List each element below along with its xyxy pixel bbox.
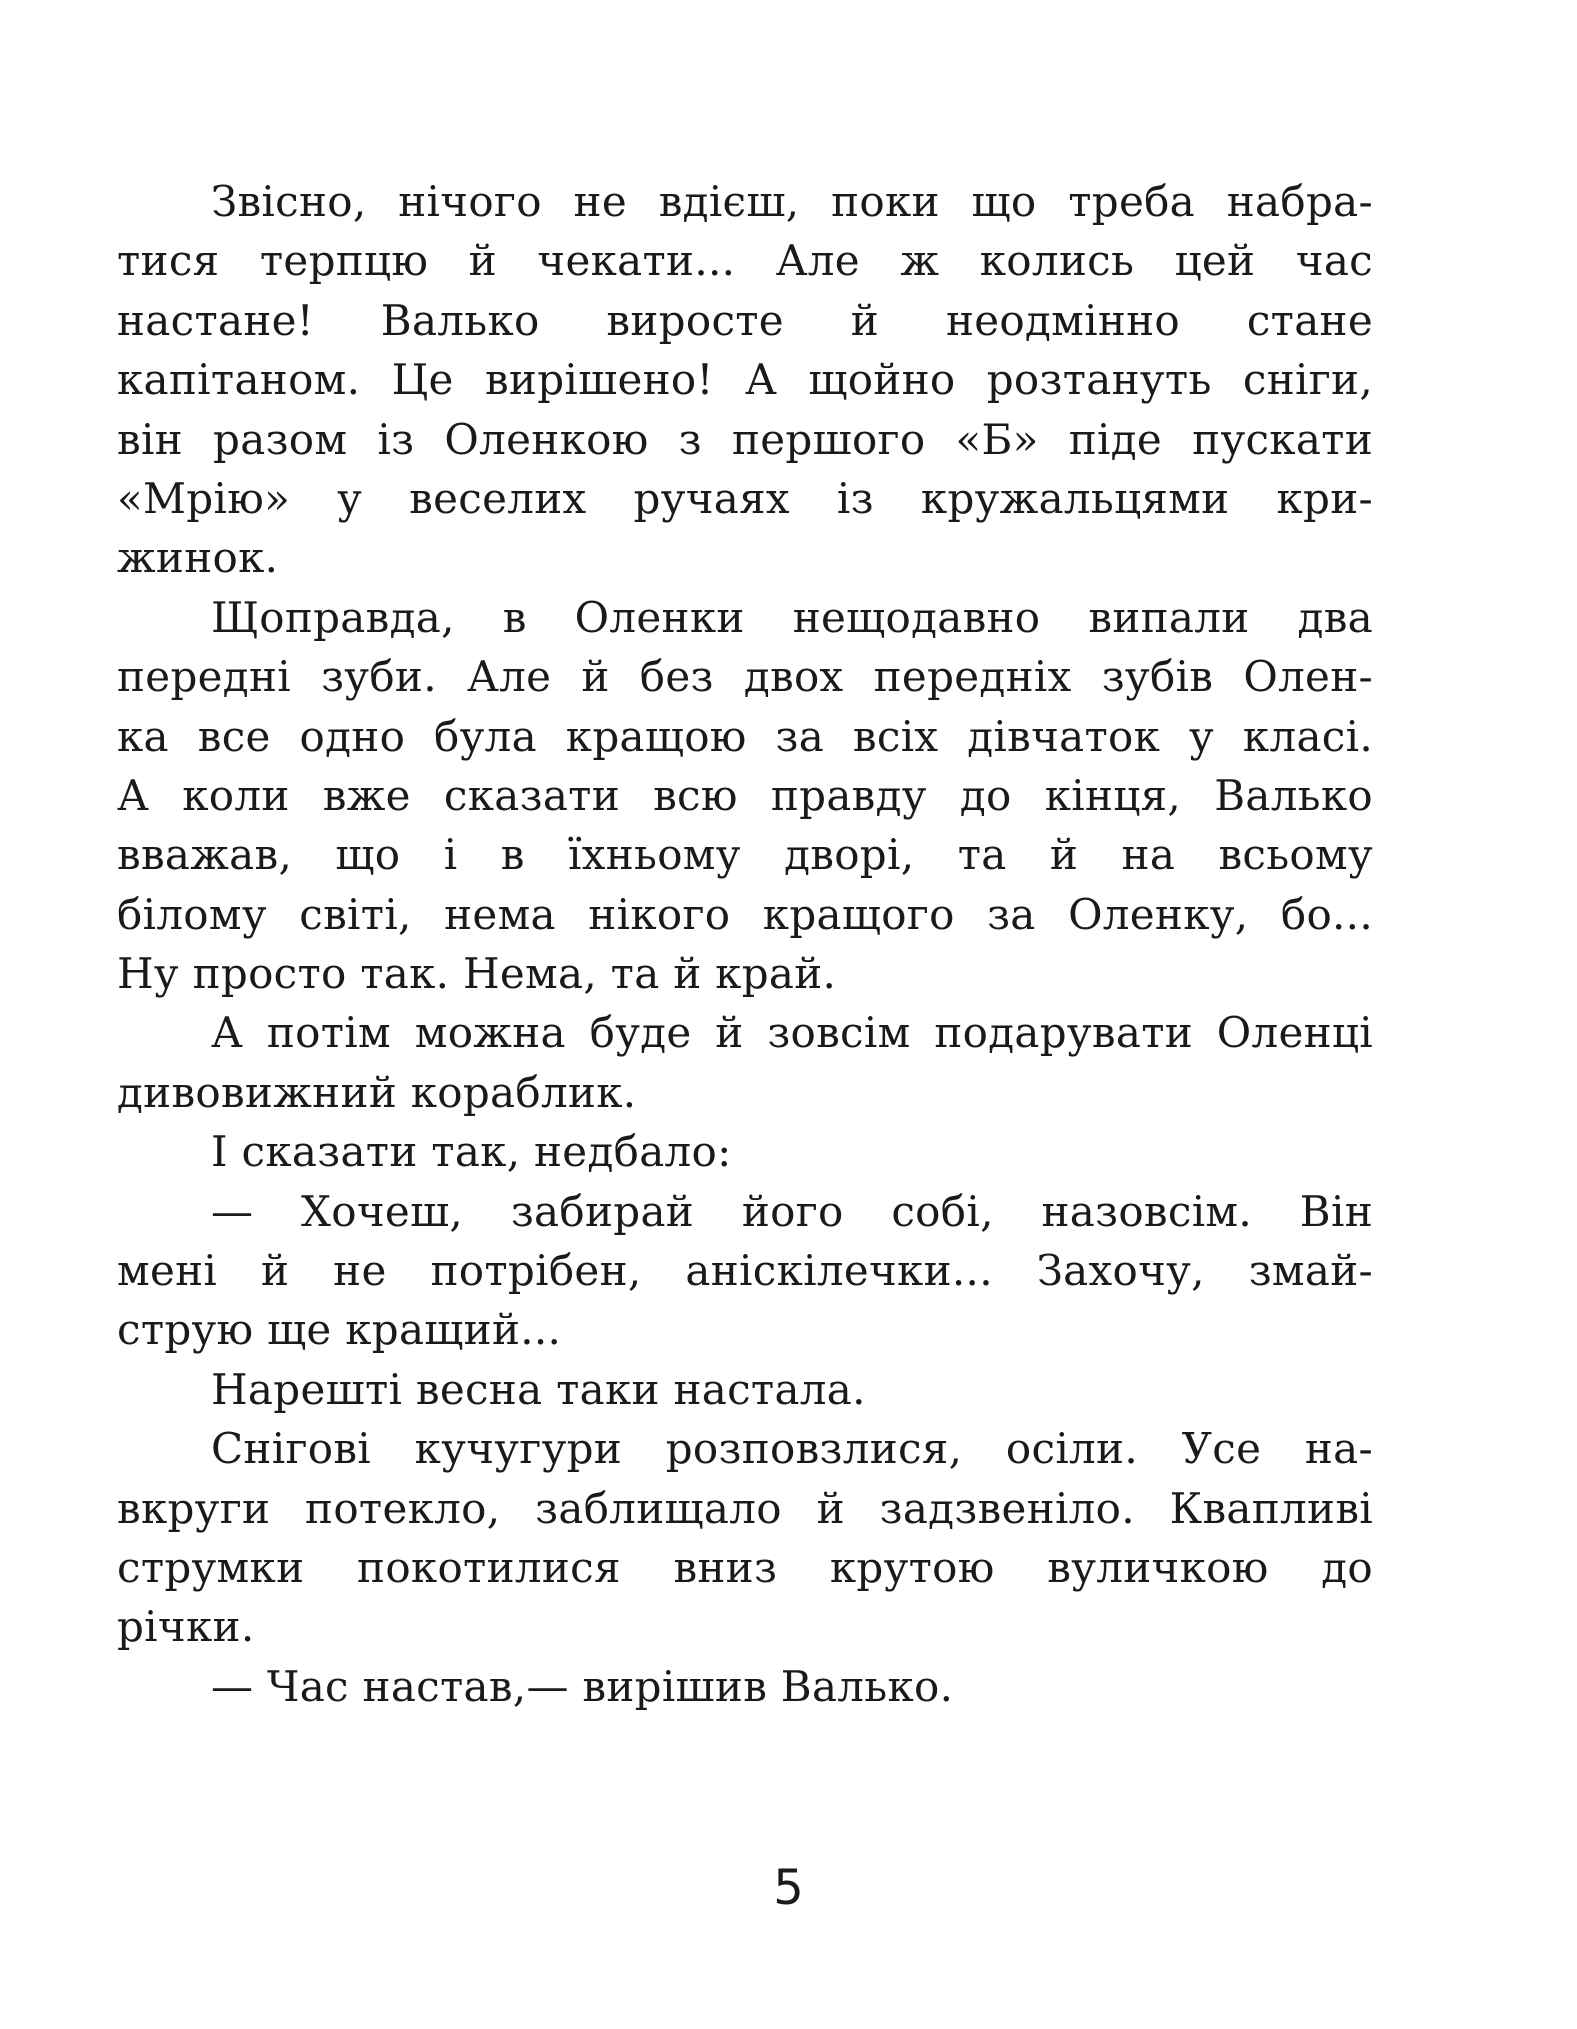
text-line: струю ще кращий... — [117, 1305, 562, 1355]
text-line: капітаном. Це вирішено! А щойно розтануть сніги, — [117, 355, 1373, 405]
text-line: вважав, що і в їхньому дворі, та й на всьому — [117, 830, 1373, 880]
text-line: — Хочеш, забирай його собі, назовсім. Він — [211, 1186, 1373, 1236]
text-line: «Мрію» у веселих ручаях із кружальцями кри- — [117, 473, 1373, 523]
text-line: Щоправда, в Оленки нещодавно випали два — [211, 592, 1373, 642]
text-line: А коли вже сказати всю правду до кінця, Валько — [117, 770, 1373, 820]
text-line: дивовижний кораблик. — [117, 1067, 637, 1117]
text-line: Снігові кучугури розповзлися, осіли. Усе на- — [211, 1424, 1373, 1474]
text-line: — Час настав,— вирішив Валько. — [211, 1661, 954, 1711]
body-text — [117, 172, 1373, 1716]
text-line: Ну просто так. Нема, та й край. — [117, 949, 837, 999]
text-line: Звісно, нічого не вдієш, поки що треба набра- — [211, 177, 1373, 226]
text-line: І сказати так, недбало: — [211, 1127, 732, 1177]
text-line: мені й не потрібен, аніскілечки... Захочу, змай- — [117, 1246, 1373, 1296]
text-line: ка все одно була кращою за всіх дівчаток у класі. — [117, 711, 1373, 761]
text-line: білому світі, нема нікого кращого за Оленку, бо... — [117, 889, 1373, 939]
text-line: передні зуби. Але й без двох передніх зубів Олен- — [117, 652, 1373, 702]
text-line: А потім можна буде й зовсім подарувати Оленці — [211, 1008, 1373, 1058]
text-line: вкруги потекло, заблищало й задзвеніло. Квапливі — [117, 1483, 1373, 1533]
text-line: Нарешті весна таки настала. — [211, 1364, 866, 1414]
text-line: струмки покотилися вниз крутою вуличкою до — [117, 1542, 1373, 1592]
text-line: настане! Валько виросте й неодмінно стане — [117, 295, 1373, 345]
text-line: річки. — [117, 1602, 255, 1652]
text-line: він разом із Оленкою з першого «Б» піде пускати — [117, 414, 1373, 464]
text-line: жинок. — [117, 533, 279, 583]
page-number: 5 — [773, 1860, 804, 1916]
text-line: тися терпцю й чекати... Але ж колись цей час — [117, 236, 1373, 286]
